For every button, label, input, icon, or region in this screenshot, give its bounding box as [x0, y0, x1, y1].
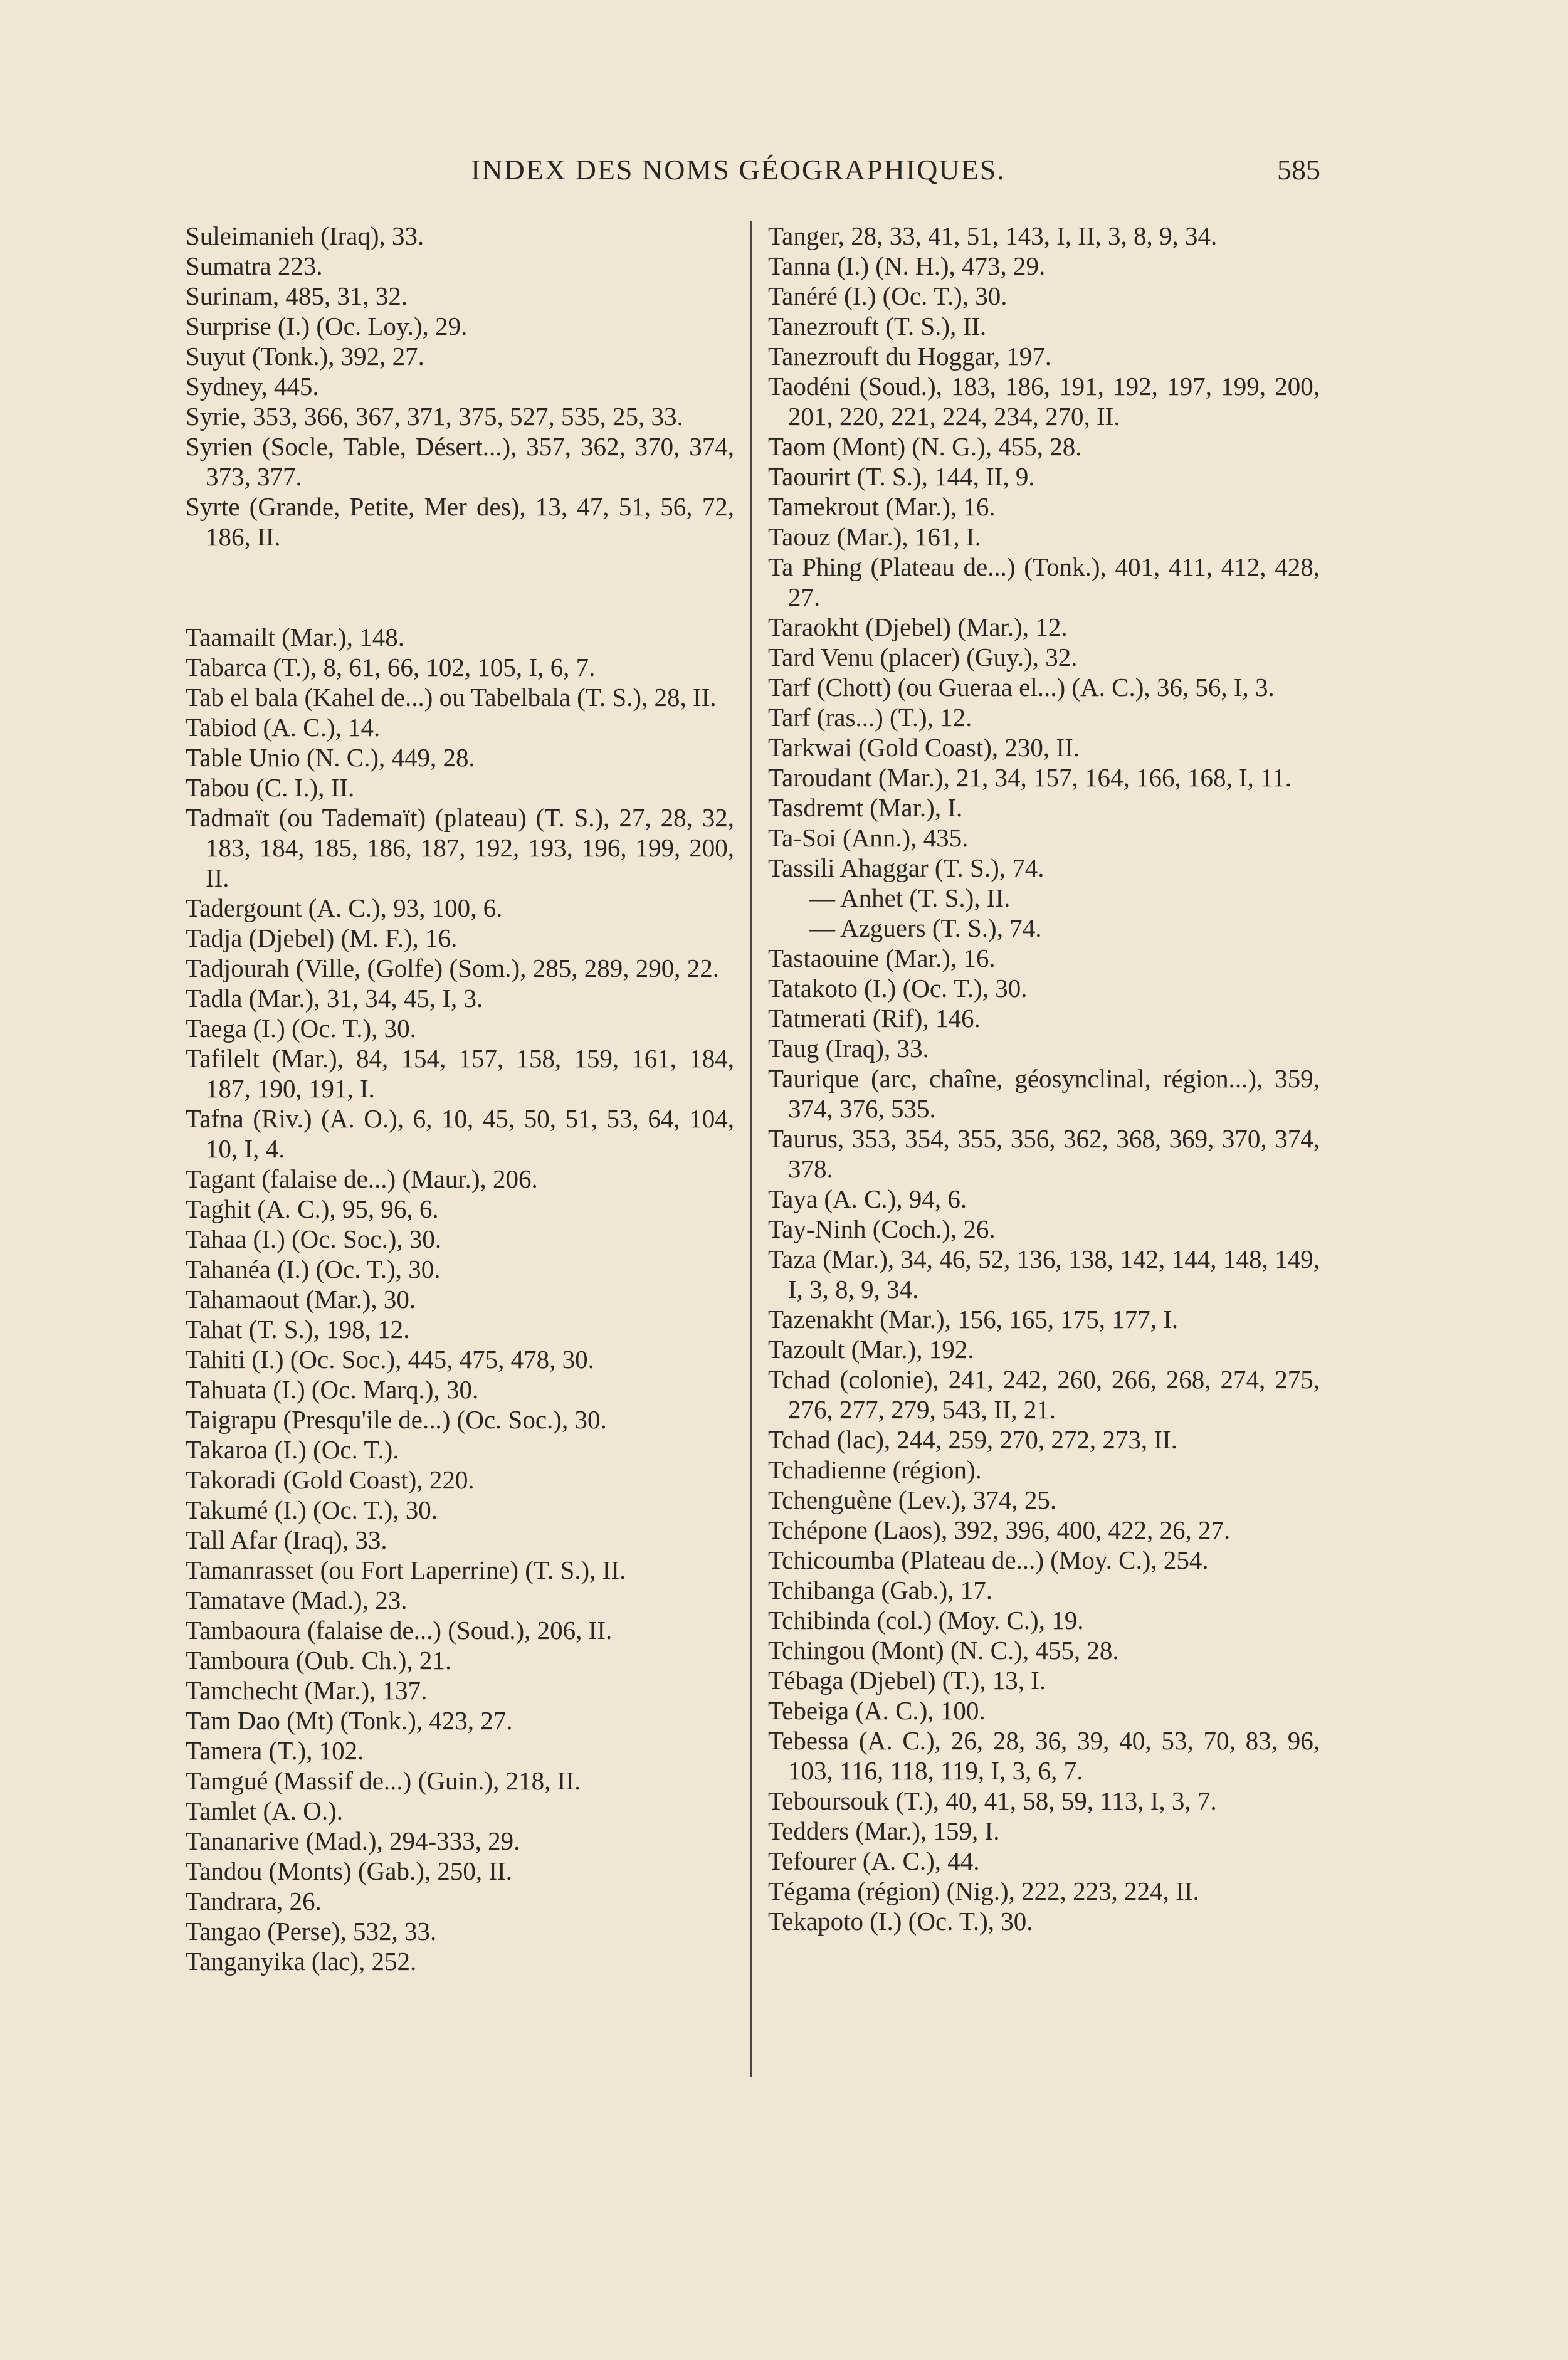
index-entry: Tab el bala (Kahel de...) ou Tabelbala (T. S.), 28, II. [186, 683, 717, 712]
column-divider [750, 221, 752, 2077]
right-group [768, 221, 1320, 1936]
index-entry: Tchicoumba (Plateau de...) (Moy. C.), 254. [768, 1546, 1209, 1574]
index-entry: Taourirt (T. S.), 144, II, 9. [768, 462, 1035, 491]
index-entry: Tafna (Riv.) (A. O.), 6, 10, 45, 50, 51, 53, 64, 104, 10, I, 4. [186, 1104, 734, 1163]
index-entry: Taigrapu (Presqu'ile de...) (Oc. Soc.), 30. [186, 1405, 607, 1434]
index-entry: Tadja (Djebel) (M. F.), 16. [186, 924, 458, 952]
index-entry: Tamchecht (Mar.), 137. [186, 1676, 428, 1705]
index-entry: Taurique (arc, chaîne, géosynclinal, région...), 359, 374, 376, 535. [768, 1064, 1320, 1123]
index-entry: Tanéré (I.) (Oc. T.), 30. [768, 282, 1008, 310]
index-entry: Table Unio (N. C.), 449, 28. [186, 743, 475, 772]
index-entry: Tahanéa (I.) (Oc. T.), 30. [186, 1255, 441, 1283]
index-entry: Tamlet (A. O.). [186, 1796, 344, 1825]
index-entry: Tandrara, 26. [186, 1887, 322, 1915]
index-entry: Takumé (I.) (Oc. T.), 30. [186, 1495, 438, 1524]
index-entry: Tamera (T.), 102. [186, 1736, 364, 1765]
index-entry: Tahat (T. S.), 198, 12. [186, 1315, 410, 1344]
index-entry: Tchad (colonie), 241, 242, 260, 266, 268, 274, 275, 276, 277, 279, 543, II, 21. [768, 1365, 1320, 1424]
index-entry: Tam Dao (Mt) (Tonk.), 423, 27. [186, 1706, 513, 1735]
index-entry: Tamgué (Massif de...) (Guin.), 218, II. [186, 1766, 581, 1795]
index-entry: Tahamaout (Mar.), 30. [186, 1285, 416, 1314]
index-entry: Tasdremt (Mar.), I. [768, 793, 963, 822]
index-entry: Syrien (Socle, Table, Désert...), 357, 362, 370, 374, 373, 377. [186, 432, 734, 491]
index-entry: Tarkwai (Gold Coast), 230, II. [768, 733, 1080, 762]
index-entry: Tandou (Monts) (Gab.), 250, II. [186, 1857, 512, 1885]
index-entry: Tard Venu (placer) (Guy.), 32. [768, 643, 1078, 672]
index-entry: Taouz (Mar.), 161, I. [768, 522, 981, 551]
index-entry: Tekapoto (I.) (Oc. T.), 30. [768, 1907, 1033, 1936]
index-entry: Tay-Ninh (Coch.), 26. [768, 1214, 996, 1243]
page-title: INDEX DES NOMS GÉOGRAPHIQUES. [471, 154, 1006, 186]
index-entry: Tabou (C. I.), II. [186, 773, 355, 802]
index-entry: Tananarive (Mad.), 294-333, 29. [186, 1826, 520, 1855]
index-entry: Tambaoura (falaise de...) (Soud.), 206, II. [186, 1616, 613, 1645]
index-entry: Tazoult (Mar.), 192. [768, 1335, 974, 1364]
index-entry: Tangao (Perse), 532, 33. [186, 1917, 437, 1946]
index-entry: Tadla (Mar.), 31, 34, 45, I, 3. [186, 984, 483, 1013]
index-entry: Tamatave (Mad.), 23. [186, 1586, 408, 1615]
index-entry: Tarf (ras...) (T.), 12. [768, 703, 972, 732]
index-entry: Taega (I.) (Oc. T.), 30. [186, 1014, 416, 1043]
index-entry: Tebessa (A. C.), 26, 28, 36, 39, 40, 53, 70, 83, 96, 103, 116, 118, 119, I, 3, 6, 7. [768, 1726, 1320, 1785]
index-entry: Tadmaït (ou Tademaït) (plateau) (T. S.), 27, 28, 32, 183, 184, 185, 186, 187, 192, 193, 196, 199, 200, II. [186, 803, 734, 892]
index-entry: Tanger, 28, 33, 41, 51, 143, I, II, 3, 8, 9, 34. [768, 221, 1218, 250]
index-entry: Tanganyika (lac), 252. [186, 1947, 417, 1976]
page-header [186, 148, 1320, 192]
index-entry: Tadjourah (Ville, (Golfe) (Som.), 285, 289, 290, 22. [186, 954, 719, 982]
index-entry: Tastaouine (Mar.), 16. [768, 944, 996, 972]
index-entry: Tefourer (A. C.), 44. [768, 1846, 980, 1875]
index-entry: Syrie, 353, 366, 367, 371, 375, 527, 535, 25, 33. [186, 402, 683, 431]
index-entry: Tchenguène (Lev.), 374, 25. [768, 1485, 1057, 1514]
index-entry: Taghit (A. C.), 95, 96, 6. [186, 1194, 439, 1223]
index-entry: Ta-Soi (Ann.), 435. [768, 823, 969, 852]
left-group-1 [186, 221, 734, 552]
index-entry: Taodéni (Soud.), 183, 186, 191, 192, 197, 199, 200, 201, 220, 221, 224, 234, 270, II. [768, 372, 1320, 431]
index-entry: Tahaa (I.) (Oc. Soc.), 30. [186, 1225, 442, 1253]
index-entry: Surinam, 485, 31, 32. [186, 282, 408, 310]
index-entry: Sumatra 223. [186, 251, 323, 280]
index-entry: — Azguers (T. S.), 74. [809, 914, 1042, 942]
index-entry: Tahuata (I.) (Oc. Marq.), 30. [186, 1375, 479, 1404]
index-entry: Ta Phing (Plateau de...) (Tonk.), 401, 411, 412, 428, 27. [768, 552, 1320, 611]
index-entry: Tall Afar (Iraq), 33. [186, 1525, 387, 1554]
index-entry: Taza (Mar.), 34, 46, 52, 136, 138, 142, 144, 148, 149, I, 3, 8, 9, 34. [768, 1245, 1320, 1304]
index-entry: Tassili Ahaggar (T. S.), 74. [768, 853, 1044, 882]
index-entry: Tedders (Mar.), 159, I. [768, 1816, 1000, 1845]
index-entry: Taurus, 353, 354, 355, 356, 362, 368, 369, 370, 374, 378. [768, 1124, 1320, 1183]
index-entry: Taraokht (Djebel) (Mar.), 12. [768, 613, 1068, 641]
index-entry: Tamekrout (Mar.), 16. [768, 492, 996, 521]
index-entry: Tamboura (Oub. Ch.), 21. [186, 1646, 452, 1675]
index-entry: Tanna (I.) (N. H.), 473, 29. [768, 251, 1046, 280]
index-entry: Tatmerati (Rif), 146. [768, 1004, 981, 1033]
index-entry: Teboursouk (T.), 40, 41, 58, 59, 113, I, 3, 7. [768, 1786, 1217, 1815]
index-entry: Tabarca (T.), 8, 61, 66, 102, 105, I, 6, 7. [186, 653, 596, 682]
index-entry: Tégama (région) (Nig.), 222, 223, 224, II. [768, 1877, 1199, 1905]
index-entry: Tadergount (A. C.), 93, 100, 6. [186, 893, 503, 922]
index-entry: Tarf (Chott) (ou Gueraa el...) (A. C.), 36, 56, I, 3. [768, 673, 1275, 702]
index-entry: Taamailt (Mar.), 148. [186, 623, 404, 651]
group-spacer [186, 552, 734, 622]
index-entry: Tafilelt (Mar.), 84, 154, 157, 158, 159, 161, 184, 187, 190, 191, I. [186, 1044, 734, 1103]
index-entry: Tchépone (Laos), 392, 396, 400, 422, 26, 27. [768, 1515, 1231, 1544]
index-entry: Suleimanieh (Iraq), 33. [186, 221, 424, 250]
index-entry: Syrte (Grande, Petite, Mer des), 13, 47, 51, 56, 72, 186, II. [186, 492, 734, 551]
left-column [186, 221, 734, 1976]
index-entry: Surprise (I.) (Oc. Loy.), 29. [186, 312, 468, 340]
index-entry: Takaroa (I.) (Oc. T.). [186, 1435, 399, 1464]
page-number: 585 [1277, 154, 1320, 186]
index-entry: Taom (Mont) (N. G.), 455, 28. [768, 432, 1082, 461]
index-entry: Tébaga (Djebel) (T.), 13, I. [768, 1666, 1046, 1695]
index-entry: — Anhet (T. S.), II. [809, 883, 1011, 912]
index-entry: Tatakoto (I.) (Oc. T.), 30. [768, 974, 1028, 1003]
index-entry: Suyut (Tonk.), 392, 27. [186, 342, 424, 371]
index-entry: Tahiti (I.) (Oc. Soc.), 445, 475, 478, 30. [186, 1345, 594, 1374]
index-entry: Tazenakht (Mar.), 156, 165, 175, 177, I. [768, 1305, 1179, 1334]
index-entry: Tanezrouft du Hoggar, 197. [768, 342, 1052, 371]
index-entry: Taya (A. C.), 94, 6. [768, 1184, 967, 1213]
right-column [768, 221, 1320, 1936]
index-entry: Tchad (lac), 244, 259, 270, 272, 273, II. [768, 1425, 1177, 1454]
index-entry: Tchadienne (région). [768, 1455, 982, 1484]
index-entry: Tchibanga (Gab.), 17. [768, 1576, 993, 1604]
index-entry: Tabiod (A. C.), 14. [186, 713, 381, 742]
index-entry: Tchingou (Mont) (N. C.), 455, 28. [768, 1636, 1119, 1665]
left-group-2 [186, 622, 734, 1976]
index-entry: Sydney, 445. [186, 372, 319, 401]
index-entry: Tanezrouft (T. S.), II. [768, 312, 987, 340]
index-entry: Taroudant (Mar.), 21, 34, 157, 164, 166, 168, I, 11. [768, 763, 1292, 792]
index-entry: Tchibinda (col.) (Moy. C.), 19. [768, 1606, 1084, 1635]
index-entry: Tagant (falaise de...) (Maur.), 206. [186, 1164, 538, 1193]
index-entry: Tamanrasset (ou Fort Laperrine) (T. S.), II. [186, 1556, 626, 1584]
index-entry: Tebeiga (A. C.), 100. [768, 1696, 986, 1725]
index-entry: Takoradi (Gold Coast), 220. [186, 1465, 475, 1494]
index-entry: Taug (Iraq), 33. [768, 1034, 929, 1063]
